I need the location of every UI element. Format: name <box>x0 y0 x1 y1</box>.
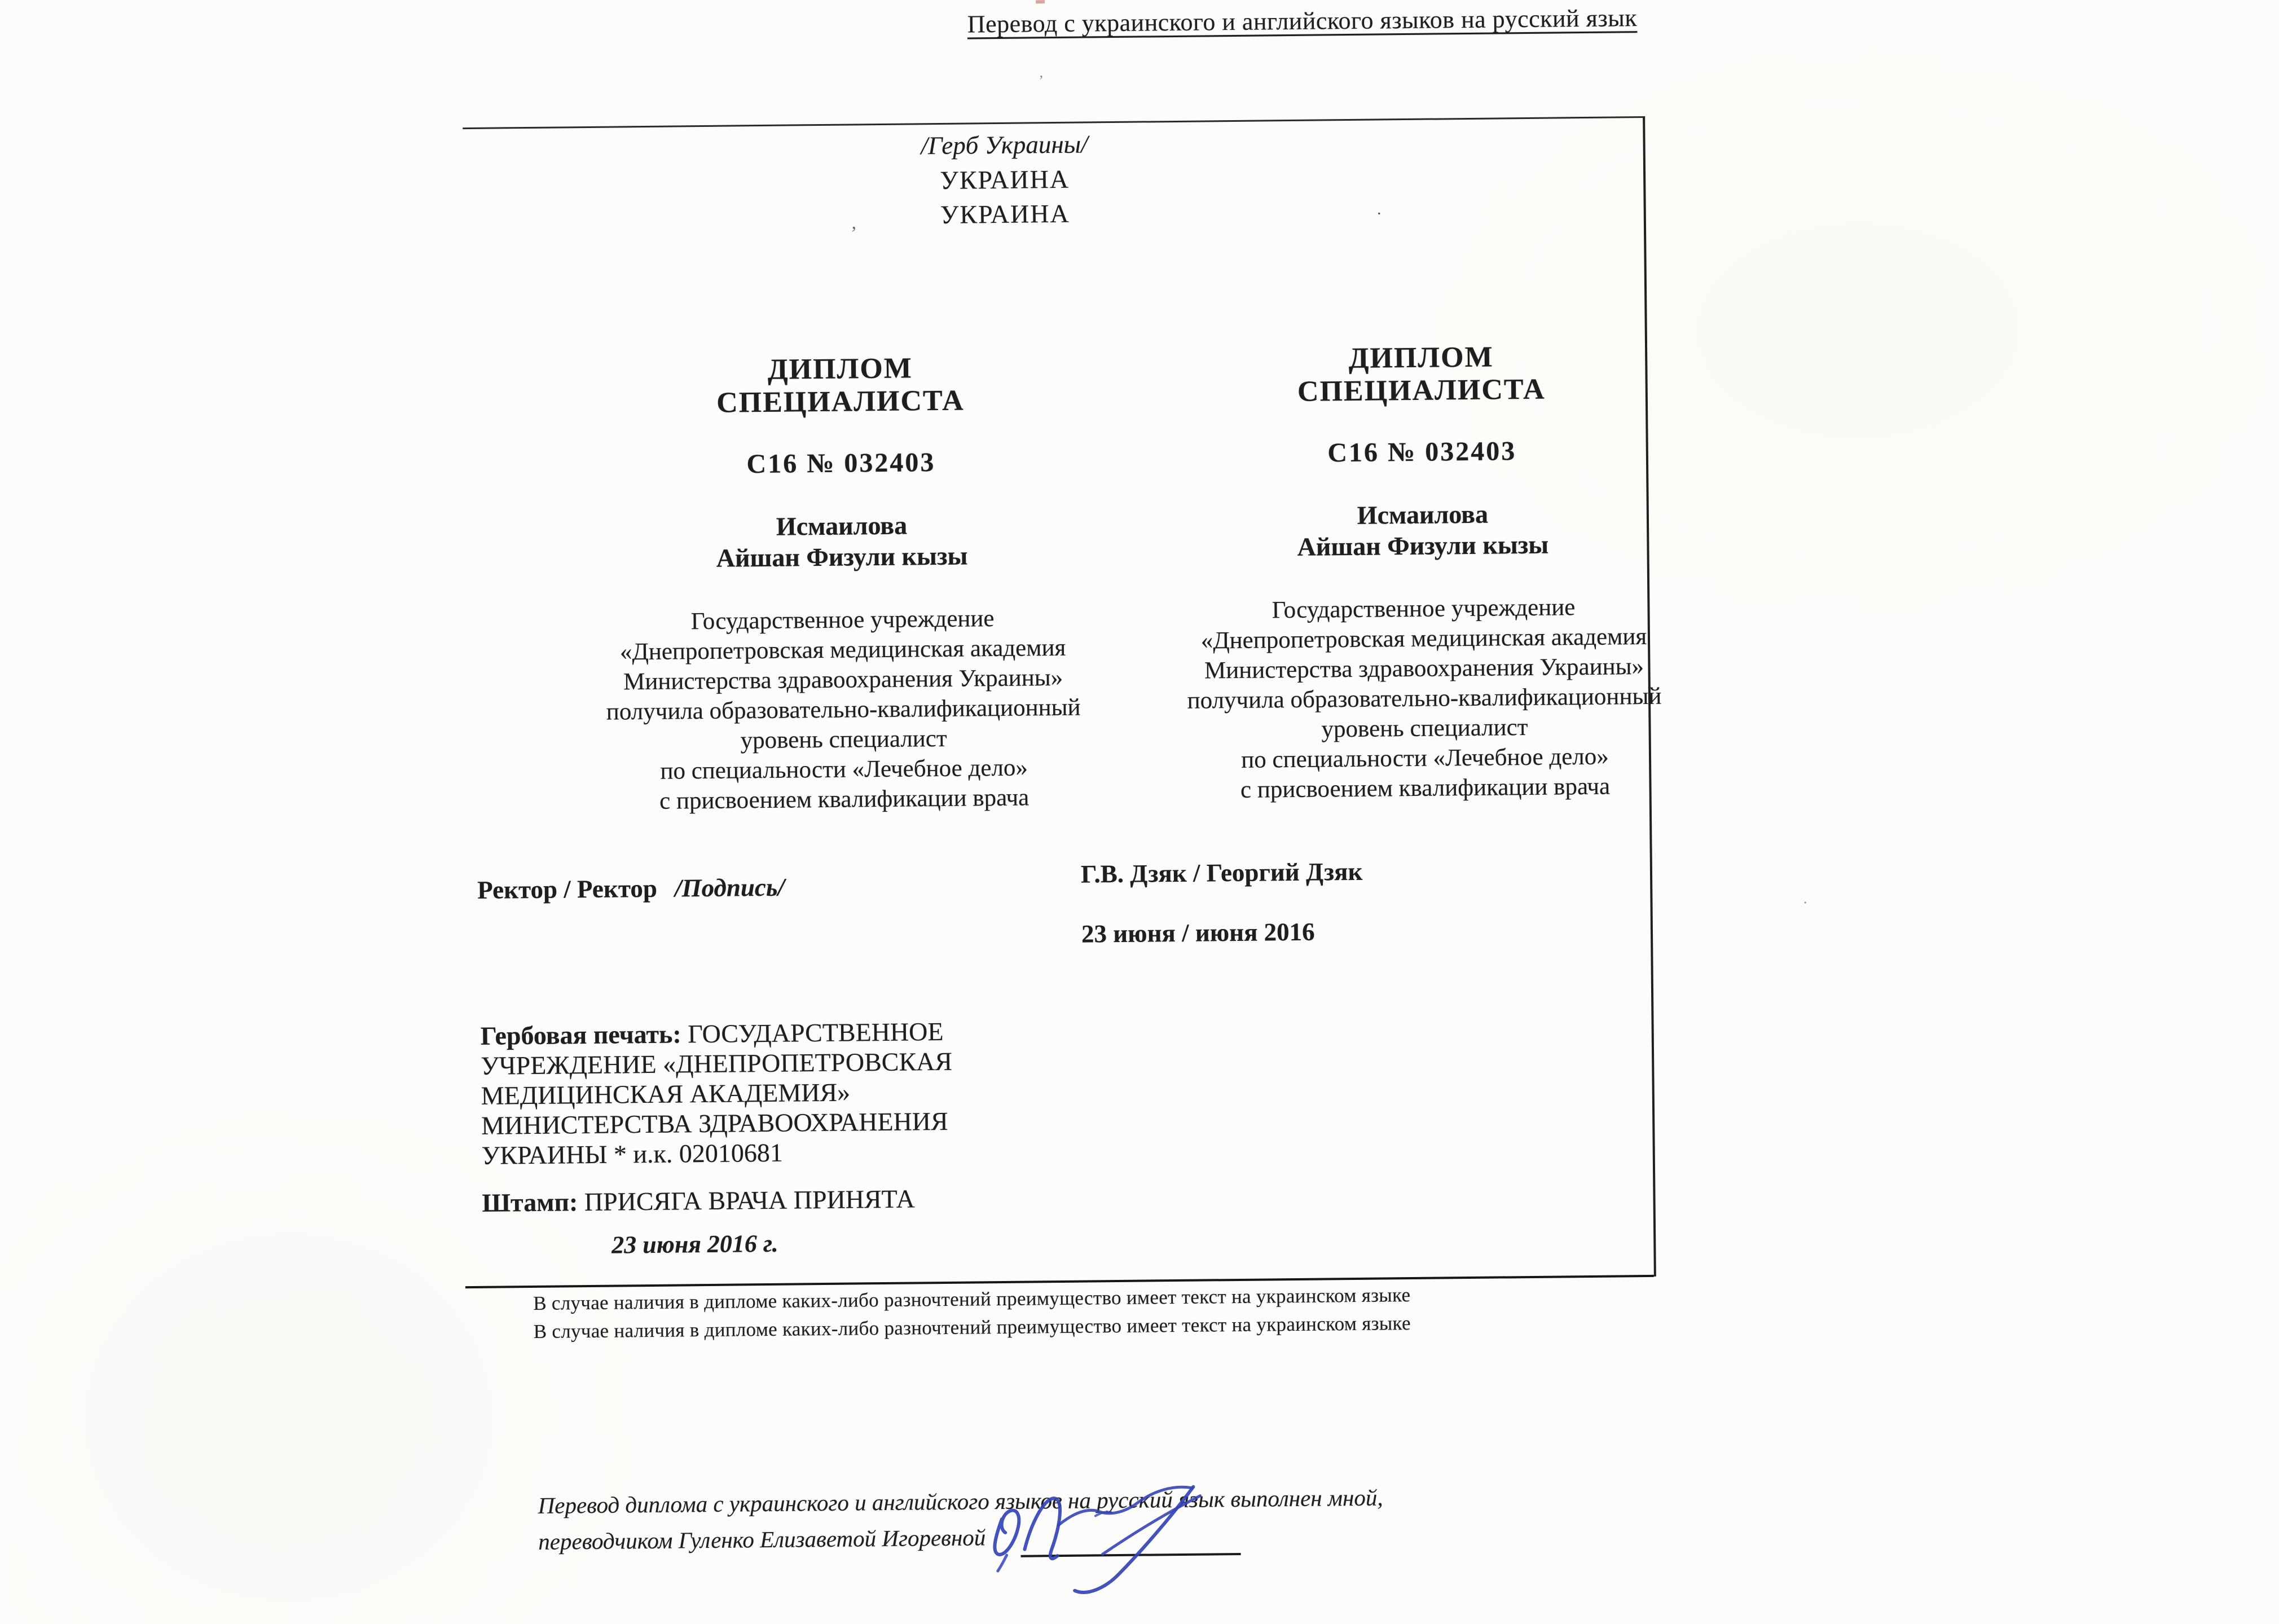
coat-of-arms-block <box>835 126 1174 233</box>
scan-artifact-speck: ’ <box>850 223 857 244</box>
seal-text: ГОСУДАРСТВЕННОЕ УЧРЕЖДЕНИЕ «ДНЕПРОПЕТРОВСКАЯ МЕДИЦИНСКАЯ АКАДЕМИЯ» МИНИСТЕРСТВА ЗДРАВООХРАНЕНИЯ УКРАИНЫ * и.к. 02010681 <box>480 1016 953 1170</box>
diploma-title: ДИПЛОМ СПЕЦИАЛИСТА <box>716 352 965 419</box>
rector-signature-line <box>477 873 785 905</box>
translator-statement-line2: переводчиком Гуленко Елизаветой Игоревной <box>538 1524 986 1555</box>
stamp-description <box>482 1183 915 1217</box>
language-precedence-disclaimer: В случае наличия в дипломе каких-либо разночтений преимущество имеет текст на украинском языке <box>533 1284 1411 1314</box>
language-precedence-disclaimer: В случае наличия в дипломе каких-либо разночтений преимущество имеет текст на украинском языке <box>533 1312 1411 1343</box>
rector-label: Ректор / Ректор <box>477 874 658 904</box>
diploma-body-text: Государственное учреждение «Днепропетровская медицинская академия Министерства здравоохранения Украины» получила образовательно-квалификационный уровень специалист по специальности «Лечебное дело» с присвоением квалификации врача <box>606 605 1081 815</box>
rector-name: Г.В. Дзяк / Георгий Дзяк <box>1080 857 1363 888</box>
diploma-column-right <box>1074 338 1772 807</box>
scan-artifact-speck: · <box>1376 204 1382 223</box>
diploma-serial-number: С16 № 032403 <box>746 447 936 479</box>
country-name-line2: УКРАИНА <box>940 199 1070 229</box>
coat-of-arms-note: /Герб Украины/ <box>921 130 1088 160</box>
stamp-date: 23 июня 2016 г. <box>611 1229 778 1259</box>
graduate-name: Исмаилова Айшан Физули кызы <box>716 510 968 573</box>
scan-artifact-speck: · <box>1802 894 1809 912</box>
country-name-line1: УКРАИНА <box>939 164 1070 195</box>
official-seal-description <box>480 1016 1001 1170</box>
seal-label: Гербовая печать: <box>480 1019 681 1050</box>
diploma-title: ДИПЛОМ СПЕЦИАЛИСТА <box>1297 341 1546 408</box>
signature-placeholder-note: /Подпись/ <box>674 873 785 903</box>
diploma-serial-number: С16 № 032403 <box>1327 436 1517 468</box>
diploma-body-text: Государственное учреждение «Днепропетровская медицинская академия Министерства здравоохранения Украины» получила образовательно-квалификационный уровень специалист по специальности «Лечебное дело» с присвоением квалификации врача <box>1187 594 1662 803</box>
issue-date: 23 июня / июня 2016 <box>1081 917 1315 948</box>
scan-artifact-speck: ’ <box>1039 72 1044 89</box>
translator-signature-ink <box>966 1460 1250 1604</box>
translation-direction-header <box>941 3 1663 39</box>
stamp-label: Штамп: <box>482 1187 578 1217</box>
translation-direction-text: Перевод с украинского и английского языков на русский язык <box>967 4 1638 38</box>
translator-statement-line1: Перевод диплома с украинского и английского языков на русский язык выполнен мной, <box>538 1484 1383 1519</box>
scanner-edge-artifact <box>1036 0 1045 3</box>
graduate-name: Исмаилова Айшан Физули кызы <box>1297 499 1549 561</box>
stamp-text: ПРИСЯГА ВРАЧА ПРИНЯТА <box>584 1184 915 1217</box>
